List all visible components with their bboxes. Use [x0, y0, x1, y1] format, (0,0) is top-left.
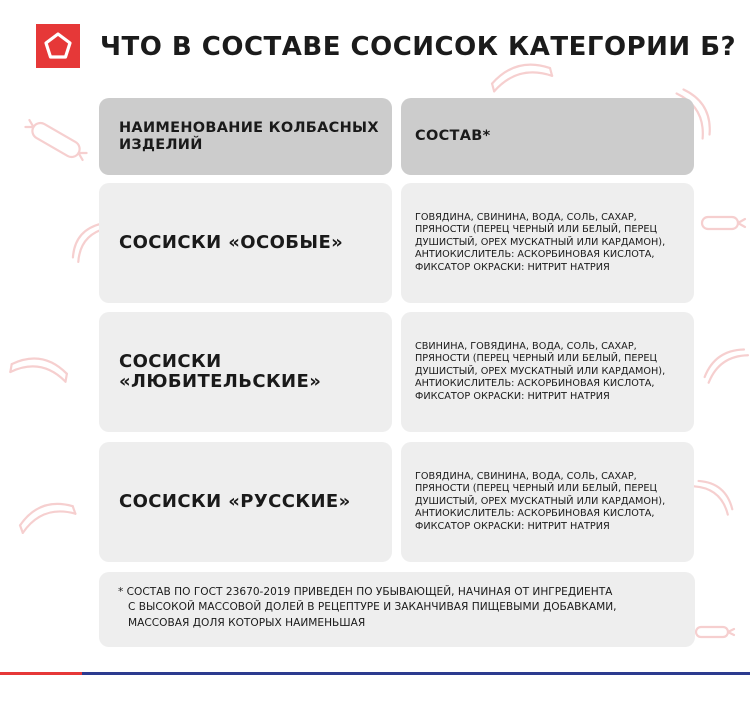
header-name-cell	[99, 98, 392, 175]
sausage-icon	[694, 475, 737, 515]
pentagon-logo-icon	[43, 31, 73, 61]
footnote-line: С ВЫСОКОЙ МАССОВОЙ ДОЛЕЙ В РЕЦЕПТУРЕ И ЗАКАНЧИВАЯ ПИЩЕВЫМИ ДОБАВКАМИ,	[128, 601, 617, 614]
sausage-icon	[17, 497, 76, 533]
footer-line	[82, 672, 750, 675]
page-title: ЧТО В СОСТАВЕ СОСИСОК КАТЕГОРИИ Б?	[100, 32, 737, 62]
header-composition-label: СОСТАВ*	[415, 128, 491, 144]
table-row-name-cell	[99, 183, 392, 303]
footer-accent-bar	[0, 672, 82, 675]
sausage-icon	[700, 343, 748, 383]
sausage-icon	[702, 217, 745, 229]
header-name-label: НАИМЕНОВАНИЕ КОЛБАСНЫХ ИЗДЕЛИЙ	[119, 119, 379, 153]
header-composition-cell	[401, 98, 694, 175]
sausage-icon	[23, 117, 88, 164]
sausage-icon	[10, 354, 68, 381]
product-composition: ГОВЯДИНА, СВИНИНА, ВОДА, СОЛЬ, САХАР, ПРЯНОСТИ (ПЕРЕЦ ЧЕРНЫЙ ИЛИ БЕЛЫЙ, ПЕРЕЦ ДУШИСТЫЙ, ОРЕХ МУСКАТНЫЙ ИЛИ КАРДАМОН), АНТИОКИСЛИТЕЛЬ: АСКОРБИНОВАЯ КИСЛОТА, ФИКСАТОР ОКРАСКИ: НИТРИТ НАТРИЯ	[415, 211, 666, 273]
product-composition: СВИНИНА, ГОВЯДИНА, ВОДА, СОЛЬ, САХАР, ПРЯНОСТИ (ПЕРЕЦ ЧЕРНЫЙ ИЛИ БЕЛЫЙ, ПЕРЕЦ ДУШИСТЫЙ, ОРЕХ МУСКАТНЫЙ ИЛИ КАРДАМОН), АНТИОКИСЛИТЕЛЬ: АСКОРБИНОВАЯ КИСЛОТА, ФИКСАТОР ОКРАСКИ: НИТРИТ НАТРИЯ	[415, 340, 666, 402]
table-row-composition-cell	[401, 312, 694, 432]
table-row-composition-cell	[401, 442, 694, 562]
table-row-name-cell	[99, 442, 392, 562]
footnote	[99, 572, 695, 647]
product-name: СОСИСКИ «ОСОБЫЕ»	[119, 232, 344, 253]
sausage-icon	[696, 627, 734, 637]
product-composition: ГОВЯДИНА, СВИНИНА, ВОДА, СОЛЬ, САХАР, ПРЯНОСТИ (ПЕРЕЦ ЧЕРНЫЙ ИЛИ БЕЛЫЙ, ПЕРЕЦ ДУШИСТЫЙ, ОРЕХ МУСКАТНЫЙ ИЛИ КАРДАМОН), АНТИОКИСЛИТЕЛЬ: АСКОРБИНОВАЯ КИСЛОТА, ФИКСАТОР ОКРАСКИ: НИТРИТ НАТРИЯ	[415, 470, 666, 532]
product-name: СОСИСКИ «ЛЮБИТЕЛЬСКИЕ»	[119, 351, 322, 392]
footnote-line: МАССОВАЯ ДОЛЯ КОТОРЫХ НАИМЕНЬШАЯ	[128, 616, 366, 629]
product-name: СОСИСКИ «РУССКИЕ»	[119, 491, 351, 512]
table-row-composition-cell	[401, 183, 694, 303]
table-row-name-cell	[99, 312, 392, 432]
footnote-line: * СОСТАВ ПО ГОСТ 23670-2019 ПРИВЕДЕН ПО УБЫВАЮЩЕЙ, НАЧИНАЯ ОТ ИНГРЕДИЕНТА	[118, 586, 613, 598]
brand-logo	[36, 24, 80, 68]
